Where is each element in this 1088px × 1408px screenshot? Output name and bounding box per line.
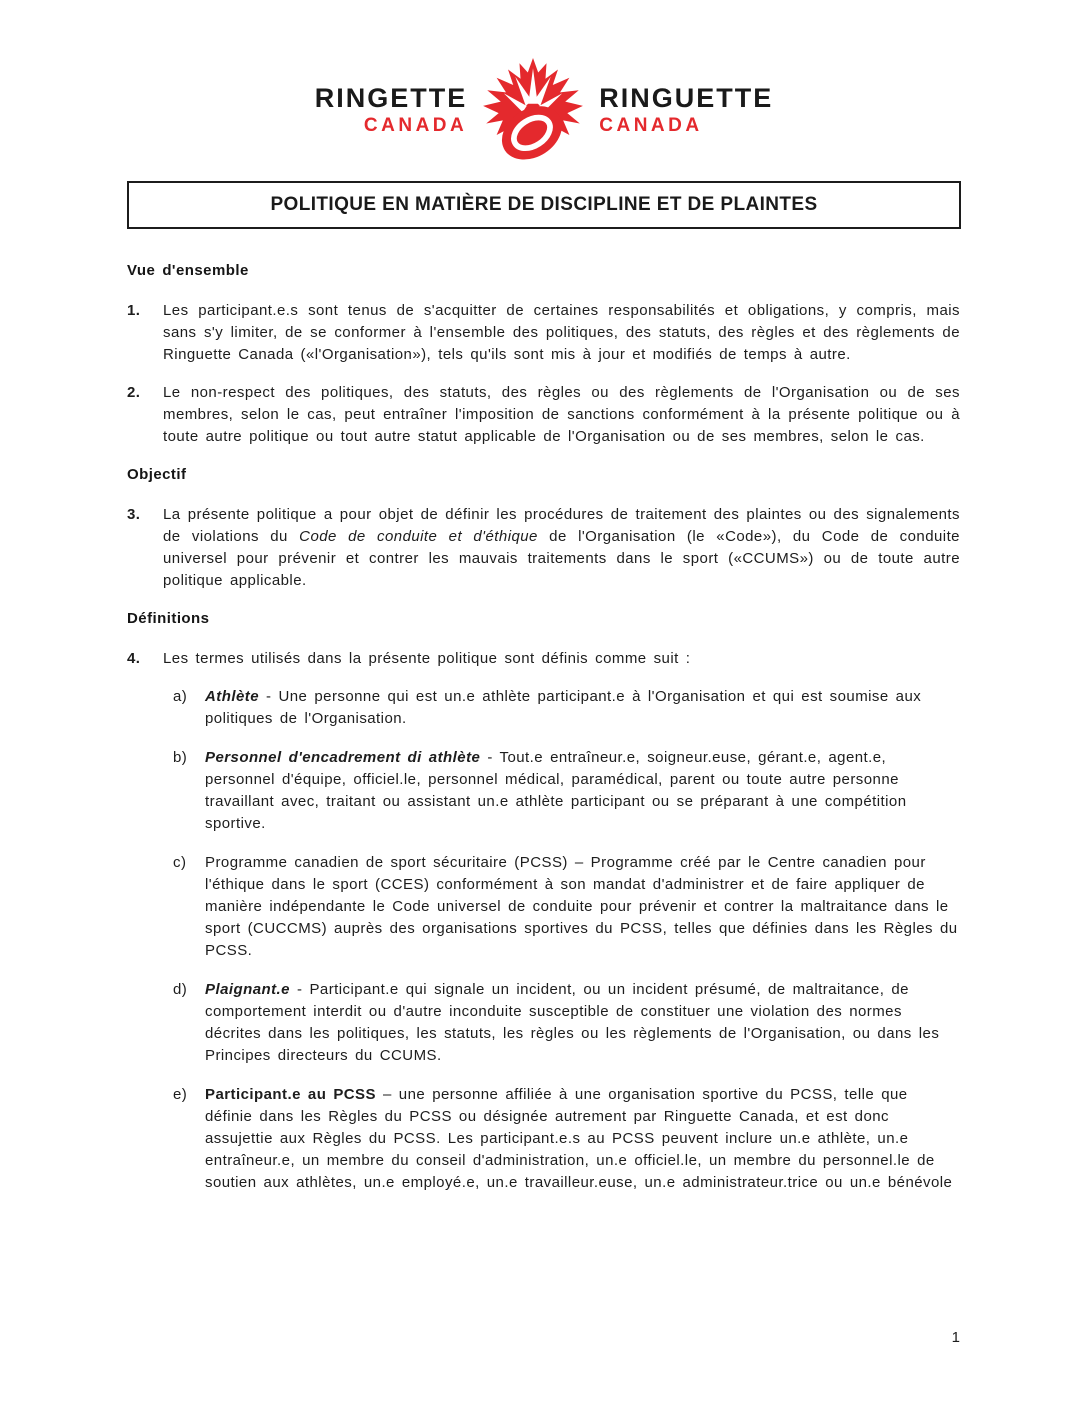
lettered-item bbox=[127, 1084, 960, 1194]
item-text bbox=[205, 979, 960, 1067]
lettered-item bbox=[127, 686, 960, 730]
section-heading: Définitions bbox=[127, 610, 210, 627]
item-text bbox=[205, 852, 960, 962]
text-run: de l'Organisation (le «Code»), du Code de conduite universel pour prévenir et contrer les mauvais traitements dans le sport («CCUMS») ou de toute autre politique applicable. bbox=[163, 528, 960, 589]
section-heading: Vue d'ensemble bbox=[127, 262, 249, 279]
text-run: - Une personne qui est un.e athlète participant.e à l'Organisation et qui est soumise aux politiques de l'Organisation. bbox=[205, 688, 922, 727]
item-text bbox=[163, 504, 960, 592]
lettered-item bbox=[127, 747, 960, 835]
item-marker: b) bbox=[173, 749, 188, 766]
item-text bbox=[205, 1084, 960, 1194]
lettered-item bbox=[127, 979, 960, 1067]
item-marker: 1. bbox=[127, 302, 141, 319]
lettered-item bbox=[127, 852, 960, 962]
text-run: Plaignant.e bbox=[205, 981, 290, 998]
text-run: Programme canadien de sport sécuritaire (PCSS) – Programme créé par le Centre canadien pour l'éthique dans le sport (CCES) conformément à son mandat d'administrer et de faire appliquer de manière indépendante le Code universel de conduite pour prévenir et contrer la maltraitance dans le sport (CUCCMS) auprès des organisations sportives du PCSS, telles que définies dans les Règles du PCSS. bbox=[205, 854, 958, 959]
text-run: Le non-respect des politiques, des statuts, des règles ou des règlements de l'Organisation ou de ses membres, selon le cas, peut entraîner l'imposition de sanctions conformément à la présente politique ou à toute autre politique ou tout autre statut applicable de l'Organisation ou de ses membres, selon le cas. bbox=[163, 384, 960, 445]
text-run: Les participant.e.s sont tenus de s'acquitter de certaines responsabilités et obligations, y compris, mais sans s'y limiter, de se conformer à l'ensemble des politiques, des statuts, des règles et des règlements de Ringuette Canada («l'Organisation»), tels qu'ils sont mis à jour et modifiés de temps à autre. bbox=[163, 302, 960, 363]
page-number: 1 bbox=[951, 1329, 960, 1346]
numbered-item bbox=[127, 504, 960, 592]
item-text bbox=[163, 648, 960, 670]
text-run: - Tout.e entraîneur.e, soigneur.euse, gérant.e, agent.e, personnel d'équipe, officiel.le, personnel médical, paramédical, parent ou toute autre personne travaillant avec, traitant ou assistant un.e athlète participant ou se préparant à une compétition sportive. bbox=[205, 749, 907, 832]
text-run: Participant.e au PCSS bbox=[205, 1086, 376, 1103]
page-title: POLITIQUE EN MATIÈRE DE DISCIPLINE ET DE PLAINTES bbox=[270, 194, 818, 215]
logo-subtext-en: CANADA bbox=[363, 115, 468, 136]
logo-wordmark-fr: RINGUETTE bbox=[599, 83, 774, 113]
item-text bbox=[205, 686, 960, 730]
item-marker: d) bbox=[173, 981, 188, 998]
text-run: Athlète bbox=[205, 688, 259, 705]
ringette-canada-logo bbox=[0, 0, 1088, 162]
text-run: Les termes utilisés dans la présente politique sont définis comme suit : bbox=[163, 650, 691, 667]
item-marker: e) bbox=[173, 1086, 188, 1103]
item-text bbox=[163, 382, 960, 448]
item-marker: 4. bbox=[127, 650, 141, 667]
item-text bbox=[205, 747, 960, 835]
document-body bbox=[127, 260, 960, 1194]
item-marker: c) bbox=[173, 854, 187, 871]
text-run: Code de conduite et d'éthique bbox=[299, 528, 538, 545]
maple-leaf-ring-icon bbox=[477, 58, 589, 162]
logo-left-text bbox=[315, 85, 468, 135]
section-heading: Objectif bbox=[127, 466, 187, 483]
item-marker: 3. bbox=[127, 506, 141, 523]
logo-right-text bbox=[599, 85, 773, 135]
title-box bbox=[127, 181, 961, 229]
item-marker: 2. bbox=[127, 384, 141, 401]
text-run: La présente politique a pour objet de définir les procédures de traitement des plaintes ou des signalements de violations du bbox=[163, 506, 960, 545]
logo-wordmark-en: RINGETTE bbox=[314, 83, 468, 113]
numbered-item bbox=[127, 300, 960, 366]
numbered-item bbox=[127, 648, 960, 670]
text-run: – une personne affiliée à une organisation sportive du PCSS, telle que définie dans les Règles du PCSS ou désignée autrement par Ringuette Canada, et est donc assujettie aux Règles du PCSS. Les participant.e.s au PCSS peuvent inclure un.e athlète, un.e entraîneur.e, un membre du conseil d'administration, un.e officiel.le, un membre du personnel.le de soutien aux athlètes, un.e employé.e, un.e travailleur.euse, un.e administrateur.trice ou un.e bénévole bbox=[205, 1086, 953, 1191]
logo-subtext-fr: CANADA bbox=[599, 115, 703, 136]
text-run: - Participant.e qui signale un incident, ou un incident présumé, de maltraitance, de comportement interdit ou d'autre inconduite susceptible de constituer une violation des normes décrites dans les politiques, les statuts, les règles ou les règlements de l'Organisation, ou dans les Principes directeurs du CCUMS. bbox=[205, 981, 940, 1064]
item-marker: a) bbox=[173, 688, 188, 705]
text-run: Personnel d'encadrement di athlète bbox=[205, 749, 481, 766]
numbered-item bbox=[127, 382, 960, 448]
item-text bbox=[163, 300, 960, 366]
